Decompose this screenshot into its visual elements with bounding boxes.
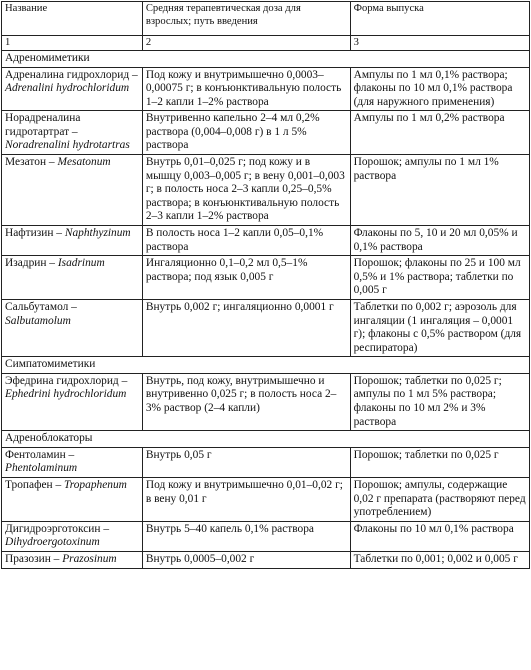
drug-name: Норадреналина гидротартрат – bbox=[5, 112, 81, 138]
drug-name: Эфедрина гидрохлорид – bbox=[5, 374, 128, 387]
drug-latin-name: Tropaphenum bbox=[64, 478, 127, 491]
drug-form: Ампулы по 1 мл 0,1% раствора; флаконы по 10 мл 0,1% раствора (для наружного применения) bbox=[350, 67, 529, 111]
drug-dose: Внутрь 0,01–0,025 г; под кожу и в мышцу 0,003–0,005 г; в вену 0,001–0,003 г; в полость носа 2–3 капли 0,25–0,5% раствора; в конъюнктивальную полость 2–3 капли 1–2% раствора bbox=[142, 155, 350, 226]
header-form: Форма выпуска bbox=[350, 2, 529, 36]
column-number-1: 1 bbox=[2, 36, 143, 51]
drug-latin-name: Salbutamolum bbox=[5, 314, 71, 327]
drug-row bbox=[2, 256, 530, 300]
drug-dose: Внутрь, под кожу, внутримышечно и внутривенно 0,025 г; в полость носа 2–3% раствор (2–4 капли) bbox=[142, 373, 350, 430]
drug-dose: Под кожу и внутримышечно 0,01–0,02 г; в вену 0,01 г bbox=[142, 477, 350, 521]
column-number-row bbox=[2, 36, 530, 51]
drug-form: Порошок; ампулы по 1 мл 1% раствора bbox=[350, 155, 529, 226]
drug-dose: Внутривенно капельно 2–4 мл 0,2% раствора (0,004–0,008 г) в 1 л 5% раствора bbox=[142, 111, 350, 155]
drug-row bbox=[2, 111, 530, 155]
drug-form: Порошок; таблетки по 0,025 г bbox=[350, 447, 529, 477]
drug-form: Ампулы по 1 мл 0,2% раствора bbox=[350, 111, 529, 155]
drug-name-cell bbox=[2, 373, 143, 430]
drug-name: Тропафен – bbox=[5, 478, 62, 491]
drug-name-cell bbox=[2, 256, 143, 300]
drug-latin-name: Naphthyzinum bbox=[64, 227, 131, 240]
drug-latin-name: Mesatonum bbox=[57, 156, 111, 169]
drug-name: Мезатон – bbox=[5, 156, 55, 169]
drug-form: Таблетки по 0,001; 0,002 и 0,005 г bbox=[350, 551, 529, 568]
drug-form: Порошок; таблетки по 0,025 г; ампулы по 1 мл 5% раствора; флаконы по 10 мл 2% и 3% раствора bbox=[350, 373, 529, 430]
drug-latin-name: Phentolaminum bbox=[5, 462, 78, 475]
drug-latin-name: Isadrinum bbox=[57, 257, 105, 270]
drug-name: Фентоламин – bbox=[5, 448, 75, 461]
drug-row bbox=[2, 521, 530, 551]
drug-row bbox=[2, 447, 530, 477]
drug-name-cell bbox=[2, 521, 143, 551]
column-number-2: 2 bbox=[142, 36, 350, 51]
drug-row bbox=[2, 67, 530, 111]
header-dose: Средняя терапевтическая доза для взрослых; путь введения bbox=[142, 2, 350, 36]
drug-name: Празозин – bbox=[5, 552, 60, 565]
drug-row bbox=[2, 300, 530, 357]
section-title: Симпатомиметики bbox=[2, 357, 530, 374]
drug-name-cell bbox=[2, 67, 143, 111]
column-number-3: 3 bbox=[350, 36, 529, 51]
drug-form: Таблетки по 0,002 г; аэрозоль для ингаляции (1 ингаляция – 0,0001 г); флаконы с 0,5% раствором (для респиратора) bbox=[350, 300, 529, 357]
drug-name-cell bbox=[2, 111, 143, 155]
header-name: Название bbox=[2, 2, 143, 36]
section-row bbox=[2, 431, 530, 448]
drug-form: Порошок; флаконы по 25 и 100 мл 0,5% и 1% раствора; таблетки по 0,005 г bbox=[350, 256, 529, 300]
drug-row bbox=[2, 226, 530, 256]
drug-dose: Внутрь 0,0005–0,002 г bbox=[142, 551, 350, 568]
section-row bbox=[2, 357, 530, 374]
drug-form: Флаконы по 5, 10 и 20 мл 0,05% и 0,1% раствора bbox=[350, 226, 529, 256]
drug-name-cell bbox=[2, 300, 143, 357]
drug-latin-name: Dihydroergotoxinum bbox=[5, 536, 100, 549]
drug-name: Дигидроэрготоксин – bbox=[5, 522, 110, 535]
drug-name-cell bbox=[2, 447, 143, 477]
drug-form: Порошок; ампулы, содержащие 0,02 г препарата (растворяют перед употреблением) bbox=[350, 477, 529, 521]
drug-latin-name: Noradrenalini hydrotartras bbox=[5, 139, 130, 152]
drug-row bbox=[2, 477, 530, 521]
drug-dose: В полость носа 1–2 капли 0,05–0,1% раствора bbox=[142, 226, 350, 256]
section-title: Адреноблокаторы bbox=[2, 431, 530, 448]
drug-name: Нафтизин – bbox=[5, 227, 62, 240]
drug-dosage-table bbox=[1, 1, 530, 569]
section-title: Адреномиметики bbox=[2, 51, 530, 68]
drug-latin-name: Prazosinum bbox=[62, 552, 117, 565]
drug-dose: Внутрь 0,002 г; ингаляционно 0,0001 г bbox=[142, 300, 350, 357]
drug-name: Адреналина гидрохлорид – bbox=[5, 68, 138, 81]
drug-dose: Под кожу и внутримышечно 0,0003–0,00075 г; в конъюнктивальную полость 1–2 капли 1–2% раствора bbox=[142, 67, 350, 111]
header-row bbox=[2, 2, 530, 36]
drug-name: Сальбутамол – bbox=[5, 301, 77, 313]
drug-name-cell bbox=[2, 477, 143, 521]
drug-latin-name: Ephedrini hydrochloridum bbox=[5, 388, 127, 401]
drug-dose: Внутрь 0,05 г bbox=[142, 447, 350, 477]
drug-latin-name: Adrenalini hydrochloridum bbox=[5, 82, 130, 95]
drug-row bbox=[2, 155, 530, 226]
drug-name: Изадрин – bbox=[5, 257, 56, 270]
table-body bbox=[2, 51, 530, 569]
drug-name-cell bbox=[2, 551, 143, 568]
drug-dose: Ингаляционно 0,1–0,2 мл 0,5–1% раствора; под язык 0,005 г bbox=[142, 256, 350, 300]
drug-dose: Внутрь 5–40 капель 0,1% раствора bbox=[142, 521, 350, 551]
drug-form: Флаконы по 10 мл 0,1% раствора bbox=[350, 521, 529, 551]
drug-name-cell bbox=[2, 155, 143, 226]
drug-name-cell bbox=[2, 226, 143, 256]
drug-row bbox=[2, 551, 530, 568]
section-row bbox=[2, 51, 530, 68]
drug-row bbox=[2, 373, 530, 430]
